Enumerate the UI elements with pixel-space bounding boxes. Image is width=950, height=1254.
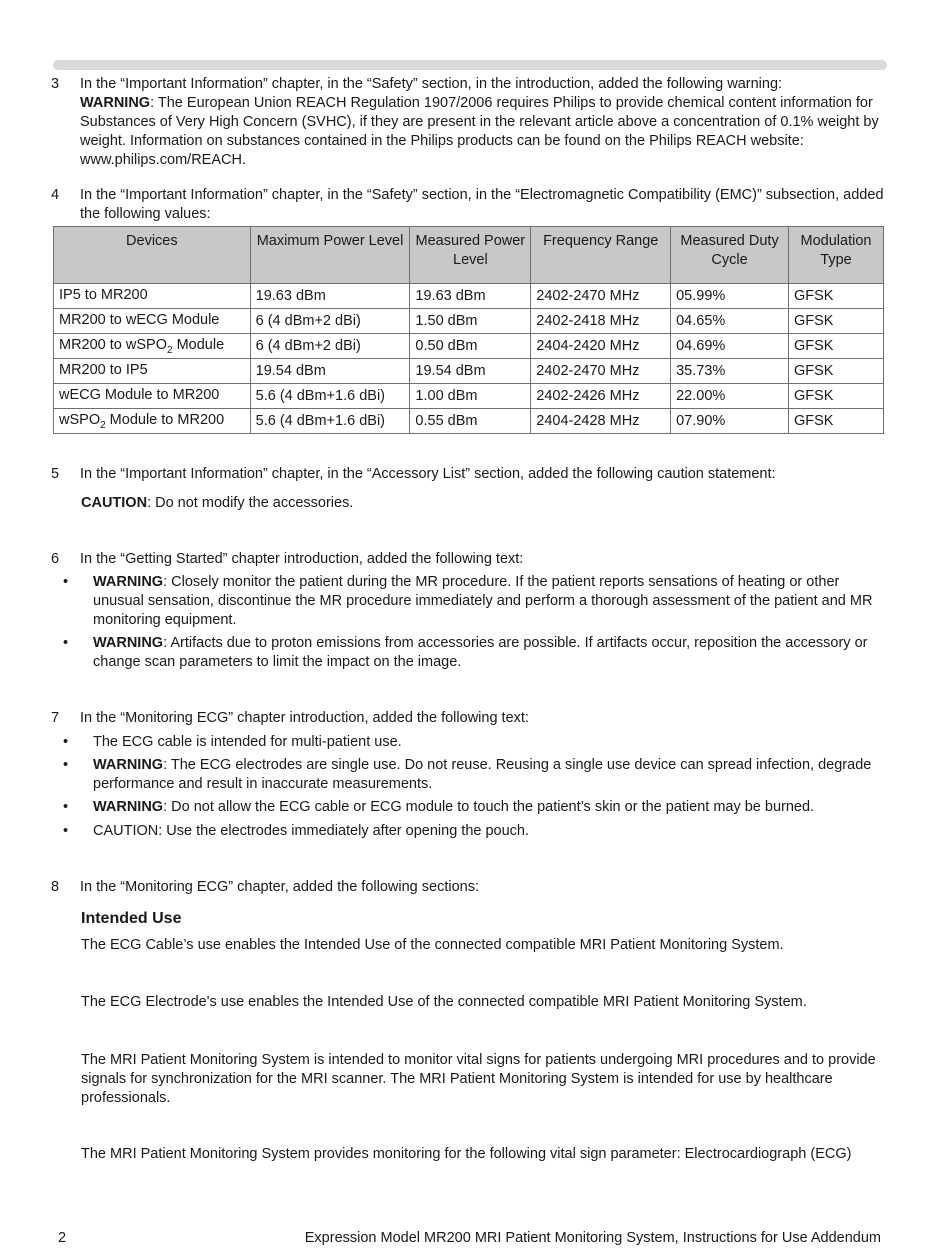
list-item: WARNING: Artifacts due to proton emissions from accessories are possible. If artifacts occur, reposition the accessory or change scan parameters to limit the impact on the image. [93, 635, 868, 670]
item-intro: In the “Important Information” chapter, in the “Safety” section, in the introduction, added the following warning: [80, 76, 783, 92]
frequency-cell: 2402-2470 MHz [531, 359, 671, 384]
body-paragraph: The ECG Cable’s use enables the Intended Use of the connected compatible MRI Patient Monitoring System. [81, 937, 784, 953]
bullet-icon: • [63, 635, 69, 651]
column-header: Modulation Type [788, 227, 883, 284]
column-header: Devices [54, 227, 251, 284]
list-item: CAUTION: Use the electrodes immediately after opening the pouch. [93, 823, 530, 839]
emc-values-table [53, 226, 884, 434]
frequency-cell: 2404-2420 MHz [531, 334, 671, 359]
measured-power-cell: 19.54 dBm [410, 359, 531, 384]
body-paragraph: The MRI Patient Monitoring System provides monitoring for the following vital sign parameter: Electrocardiograph (ECG) [81, 1146, 852, 1162]
section-heading: Intended Use [81, 910, 182, 927]
page-number: 2 [58, 1230, 67, 1246]
table-row [54, 334, 884, 359]
item-number: 4 [51, 187, 60, 203]
list-item: The ECG cable is intended for multi-patient use. [93, 734, 402, 750]
top-divider-bar [53, 60, 887, 70]
list-item: WARNING: Closely monitor the patient during the MR procedure. If the patient reports sensations of heating or other unusual sensation, discontinue the MR procedure immediately and perform a thorough assessment of the patient and MR monitoring equipment. [93, 574, 873, 628]
item-intro: In the “Getting Started” chapter introduction, added the following text: [80, 551, 524, 567]
measured-power-cell: 0.55 dBm [410, 409, 531, 434]
table-row [54, 309, 884, 334]
column-header: Measured Duty Cycle [671, 227, 789, 284]
measured-power-cell: 1.50 dBm [410, 309, 531, 334]
max-power-cell: 6 (4 dBm+2 dBi) [250, 309, 410, 334]
bullet-icon: • [63, 734, 69, 750]
device-cell: MR200 to IP5 [54, 359, 251, 384]
device-cell: MR200 to wSPO$_2$ Module [54, 334, 251, 359]
warning-label: WARNING [80, 95, 151, 111]
measured-power-cell: 19.63 dBm [410, 284, 531, 309]
bullet-icon: • [63, 823, 69, 839]
caution-statement [81, 494, 889, 513]
frequency-cell: 2402-2418 MHz [531, 309, 671, 334]
measured-power-cell: 1.00 dBm [410, 384, 531, 409]
duty-cycle-cell: 07.90% [671, 409, 789, 434]
frequency-cell: 2402-2426 MHz [531, 384, 671, 409]
device-cell: IP5 to MR200 [54, 284, 251, 309]
body-paragraph: The ECG Electrode's use enables the Intended Use of the connected compatible MRI Patient Monitoring System. [81, 994, 807, 1010]
column-header: Measured Power Level [410, 227, 531, 284]
duty-cycle-cell: 22.00% [671, 384, 789, 409]
frequency-cell: 2404-2428 MHz [531, 409, 671, 434]
item-number: 6 [51, 551, 60, 567]
column-header: Frequency Range [531, 227, 671, 284]
duty-cycle-cell: 35.73% [671, 359, 789, 384]
item-number: 7 [51, 710, 60, 726]
frequency-cell: 2402-2470 MHz [531, 284, 671, 309]
table-row [54, 359, 884, 384]
table-row [54, 384, 884, 409]
max-power-cell: 5.6 (4 dBm+1.6 dBi) [250, 384, 410, 409]
max-power-cell: 19.54 dBm [250, 359, 410, 384]
caution-label: CAUTION [81, 495, 148, 511]
modulation-cell: GFSK [788, 359, 883, 384]
duty-cycle-cell: 05.99% [671, 284, 789, 309]
item-number: 3 [51, 76, 60, 92]
table-row [54, 409, 884, 434]
item-number: 5 [51, 466, 60, 482]
modulation-cell: GFSK [788, 309, 883, 334]
modulation-cell: GFSK [788, 284, 883, 309]
item-intro: In the “Important Information” chapter, in the “Safety” section, in the “Electromagnetic Compatibility (EMC)” subsection, added the following values: [80, 187, 884, 222]
bullet-icon: • [63, 757, 69, 773]
device-cell: wECG Module to MR200 [54, 384, 251, 409]
device-cell: MR200 to wECG Module [54, 309, 251, 334]
device-cell: wSPO$_2$ Module to MR200 [54, 409, 251, 434]
bullet-icon: • [63, 574, 69, 590]
table-row [54, 284, 884, 309]
list-item: WARNING: Do not allow the ECG cable or ECG module to touch the patient’s skin or the patient may be burned. [93, 799, 815, 815]
table-header-row [54, 227, 884, 284]
column-header: Maximum Power Level [250, 227, 410, 284]
max-power-cell: 19.63 dBm [250, 284, 410, 309]
max-power-cell: 5.6 (4 dBm+1.6 dBi) [250, 409, 410, 434]
item-3-text [80, 75, 888, 170]
body-paragraph: The MRI Patient Monitoring System is intended to monitor vital signs for patients undergoing MRI procedures and to provide signals for synchronization for the MRI scanner. The MRI Patient Monitoring System is intended for use by healthcare professionals. [81, 1052, 876, 1106]
item-intro: In the “Monitoring ECG” chapter, added the following sections: [80, 879, 479, 895]
list-item: WARNING: The ECG electrodes are single use. Do not reuse. Reusing a single use device can spread infection, degrade performance and result in inaccurate measurements. [93, 757, 872, 792]
bullet-icon: • [63, 799, 69, 815]
max-power-cell: 6 (4 dBm+2 dBi) [250, 334, 410, 359]
modulation-cell: GFSK [788, 334, 883, 359]
footer-document-title: Expression Model MR200 MRI Patient Monitoring System, Instructions for Use Addendum [304, 1230, 881, 1246]
item-number: 8 [51, 879, 60, 895]
duty-cycle-cell: 04.65% [671, 309, 789, 334]
modulation-cell: GFSK [788, 409, 883, 434]
item-intro: In the “Important Information” chapter, in the “Accessory List” section, added the following caution statement: [80, 466, 776, 482]
warning-text: : The European Union REACH Regulation 1907/2006 requires Philips to provide chemical content information for Substances of Very High Concern (SVHC), if they are present in the relevant article above a concentration of 0.1% weight by weight. Information on substances contained in the Philips products can be found on the Philips REACH website: www.philips.com/REACH. [80, 95, 879, 168]
item-intro: In the “Monitoring ECG” chapter introduction, added the following text: [80, 710, 529, 726]
modulation-cell: GFSK [788, 384, 883, 409]
duty-cycle-cell: 04.69% [671, 334, 789, 359]
caution-text: : Do not modify the accessories. [147, 495, 354, 511]
measured-power-cell: 0.50 dBm [410, 334, 531, 359]
